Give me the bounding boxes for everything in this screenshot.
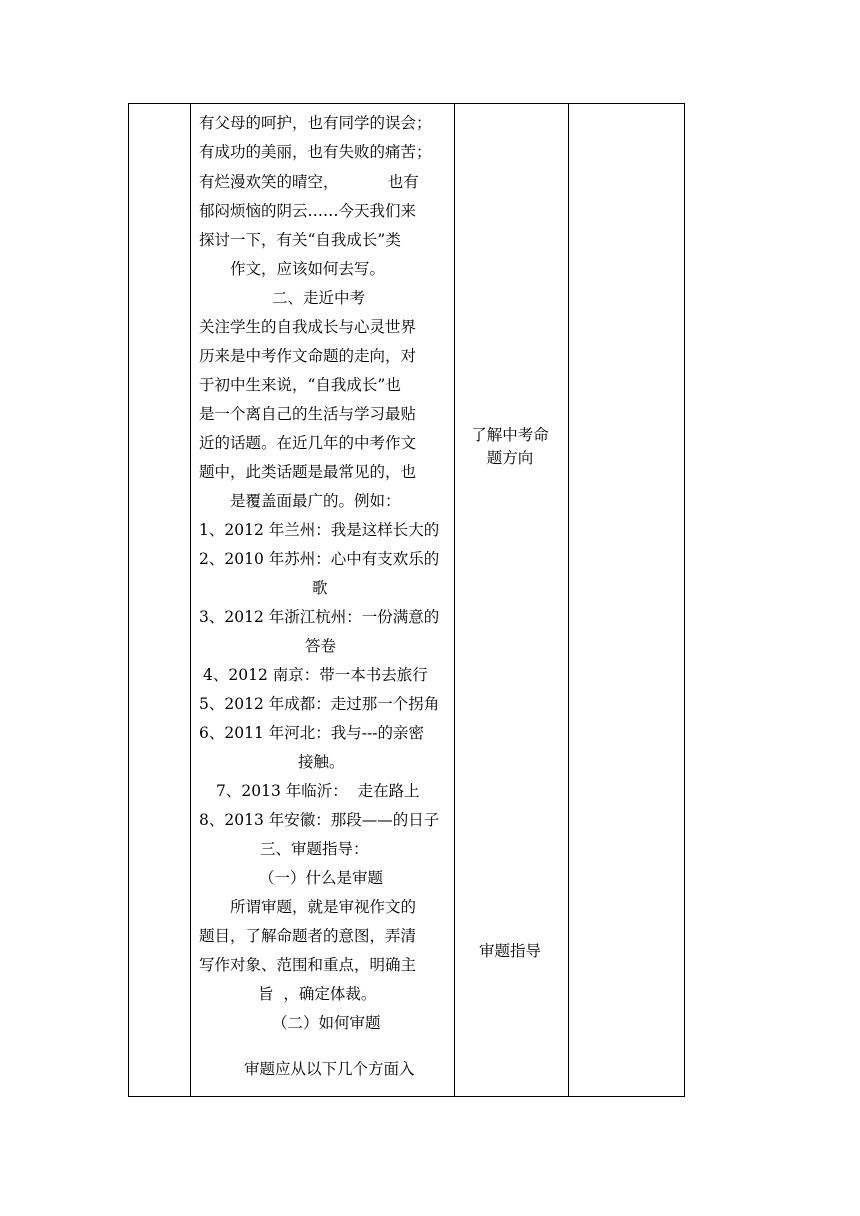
example-item: 5、2012 年成都：走过那一个拐角	[199, 695, 440, 713]
purpose-cell-2	[455, 940, 565, 963]
content-line: 近的话题。在近几年的中考作文	[199, 434, 417, 452]
content-line: 题目，了解命题者的意图，弄清	[199, 927, 417, 945]
content-line: 关注学生的自我成长与心灵世界	[199, 318, 417, 336]
section-heading: 三、审题指导：	[260, 840, 369, 858]
example-item: 1、2012 年兰州：我是这样长大的	[199, 521, 440, 539]
content-line: 审题应从以下几个方面入	[244, 1060, 415, 1078]
purpose-line: 审题指导	[478, 942, 541, 960]
example-item: 3、2012 年浙江杭州：一份满意的	[199, 608, 440, 626]
example-item: 2、2010 年苏州：心中有支欢乐的	[199, 550, 440, 568]
purpose-line: 了解中考命	[471, 426, 549, 444]
content-line: 于初中生来说，“自我成长”也	[199, 376, 401, 394]
lesson-table	[128, 103, 685, 1097]
example-item-continued: 答卷	[305, 637, 337, 655]
content-line: 旨 ，确定体裁。	[258, 985, 377, 1003]
content-line: 有成功的美丽，也有失败的痛苦；	[199, 143, 432, 161]
content-line: 有烂漫欢笑的晴空， 也有	[199, 173, 419, 191]
example-item-continued: 歌	[312, 579, 328, 597]
purpose-cell-1	[455, 424, 565, 470]
content-line: 题中，此类话题是最常见的，也	[199, 463, 417, 481]
content-line: 作文，应该如何去写。	[230, 260, 386, 278]
content-line: 探讨一下，有关“自我成长”类	[199, 231, 401, 249]
subsection-heading: （一）什么是审题	[259, 869, 384, 887]
content-line: 所谓审题，就是审视作文的	[230, 898, 417, 916]
example-item: 8、2013 年安徽：那段——的日子	[199, 811, 440, 829]
example-item-continued: 接触。	[298, 753, 345, 771]
content-line: 是一个离自己的生活与学习最贴	[199, 405, 417, 423]
example-item: 7、2013 年临沂： 走在路上	[216, 782, 420, 800]
section-heading: 二、走近中考	[272, 289, 366, 307]
example-item: 4、2012 南京：带一本书去旅行	[203, 666, 428, 684]
column-divider-1	[190, 104, 191, 1096]
content-line: 有父母的呵护，也有同学的误会；	[199, 114, 432, 132]
column-divider-3	[568, 104, 569, 1096]
example-item: 6、2011 年河北：我与---的亲密	[199, 724, 424, 742]
content-line: 写作对象、范围和重点，明确主	[199, 956, 417, 974]
subsection-heading: （二）如何审题	[272, 1014, 381, 1032]
purpose-line: 题方向	[486, 449, 534, 467]
content-line: 是覆盖面最广的。例如：	[230, 492, 401, 510]
content-line: 郁闷烦恼的阴云……今天我们来	[199, 202, 417, 220]
content-line: 历来是中考作文命题的走向，对	[199, 347, 417, 365]
